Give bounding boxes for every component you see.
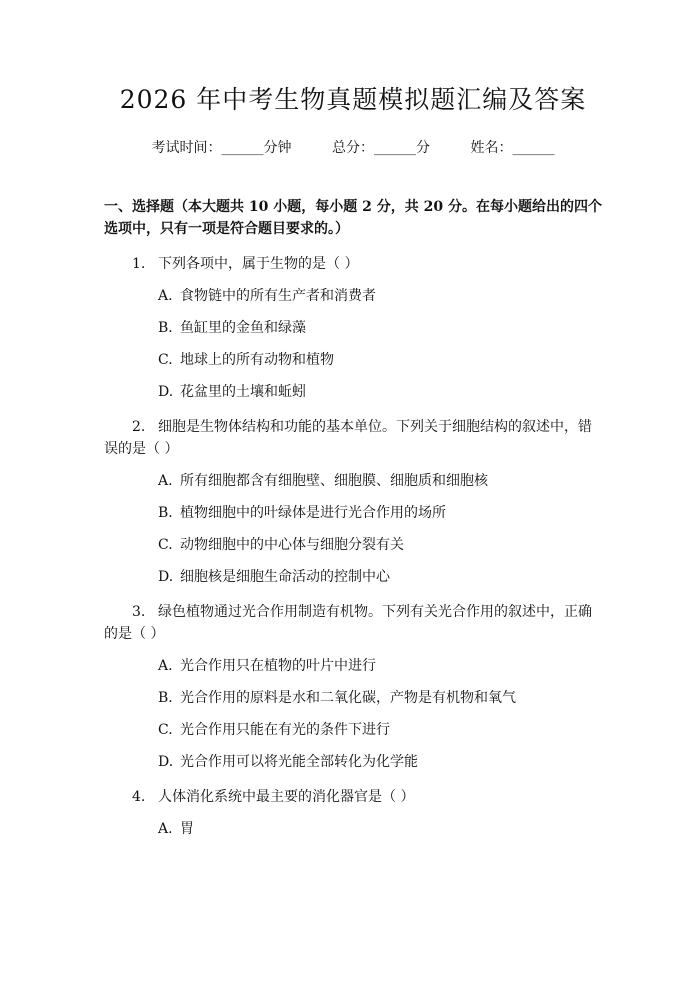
option bbox=[158, 317, 602, 339]
section-heading: 一、选择题（本大题共 10 小题，每小题 2 分，共 20 分。在每小题给出的四个选项中，只有一项是符合题目要求的。） bbox=[104, 199, 602, 237]
option-text: 胃 bbox=[180, 821, 194, 837]
option-text: 光合作用的原料是水和二氧化碳，产物是有机物和氧气 bbox=[180, 690, 516, 706]
question-text: 绿色植物通过光合作用制造有机物。下列有关光合作用的叙述中，正确的是（ ） bbox=[104, 604, 592, 642]
option-letter: D. bbox=[158, 384, 174, 400]
option-letter: D. bbox=[158, 754, 174, 770]
option bbox=[158, 818, 602, 840]
option bbox=[158, 285, 602, 307]
question-4 bbox=[104, 786, 602, 840]
option-letter: D. bbox=[158, 569, 174, 585]
option-letter: B. bbox=[158, 690, 173, 706]
exam-score-field: 总分：______分 bbox=[332, 140, 430, 156]
question-number: 2. bbox=[132, 419, 146, 435]
option bbox=[158, 566, 602, 588]
option-text: 鱼缸里的金鱼和绿藻 bbox=[180, 320, 306, 336]
question-1 bbox=[104, 253, 602, 403]
option-text: 所有细胞都含有细胞壁、细胞膜、细胞质和细胞核 bbox=[180, 473, 488, 489]
question-stem bbox=[104, 416, 602, 460]
question-3 bbox=[104, 601, 602, 773]
option bbox=[158, 381, 602, 403]
question-number: 1. bbox=[132, 256, 146, 272]
question-text: 细胞是生物体结构和功能的基本单位。下列关于细胞结构的叙述中，错误的是（ ） bbox=[104, 419, 592, 457]
option-letter: B. bbox=[158, 505, 173, 521]
option-text: 花盆里的土壤和蚯蚓 bbox=[180, 384, 306, 400]
option bbox=[158, 655, 602, 677]
option bbox=[158, 349, 602, 371]
option-text: 光合作用只在植物的叶片中进行 bbox=[180, 658, 376, 674]
question-2 bbox=[104, 416, 602, 588]
option-text: 动物细胞中的中心体与细胞分裂有关 bbox=[180, 537, 404, 553]
option-letter: C. bbox=[158, 352, 173, 368]
option bbox=[158, 534, 602, 556]
question-number: 4. bbox=[132, 789, 146, 805]
document-page bbox=[0, 82, 700, 987]
option-letter: A. bbox=[158, 821, 173, 837]
option-text: 光合作用只能在有光的条件下进行 bbox=[180, 722, 390, 738]
option-letter: B. bbox=[158, 320, 173, 336]
option-text: 光合作用可以将光能全部转化为化学能 bbox=[180, 754, 418, 770]
option bbox=[158, 719, 602, 741]
option-text: 细胞核是细胞生命活动的控制中心 bbox=[180, 569, 390, 585]
option-letter: A. bbox=[158, 288, 173, 304]
student-name-field: 姓名：______ bbox=[470, 140, 555, 156]
option bbox=[158, 470, 602, 492]
question-number: 3. bbox=[132, 604, 146, 620]
question-text: 下列各项中，属于生物的是（ ） bbox=[158, 256, 359, 272]
option-text: 食物链中的所有生产者和消费者 bbox=[180, 288, 376, 304]
question-stem bbox=[104, 253, 602, 275]
question-stem bbox=[104, 601, 602, 645]
option-letter: C. bbox=[158, 722, 173, 738]
option-letter: C. bbox=[158, 537, 173, 553]
exam-time-field: 考试时间：______分钟 bbox=[151, 140, 292, 156]
option bbox=[158, 687, 602, 709]
option-text: 植物细胞中的叶绿体是进行光合作用的场所 bbox=[180, 505, 446, 521]
option bbox=[158, 751, 602, 773]
option-letter: A. bbox=[158, 473, 173, 489]
question-text: 人体消化系统中最主要的消化器官是（ ） bbox=[158, 789, 415, 805]
option-text: 地球上的所有动物和植物 bbox=[180, 352, 334, 368]
document-title: 2026 年中考生物真题模拟题汇编及答案 bbox=[119, 85, 587, 114]
option-letter: A. bbox=[158, 658, 173, 674]
option bbox=[158, 502, 602, 524]
exam-meta bbox=[104, 138, 602, 158]
question-stem bbox=[104, 786, 602, 808]
